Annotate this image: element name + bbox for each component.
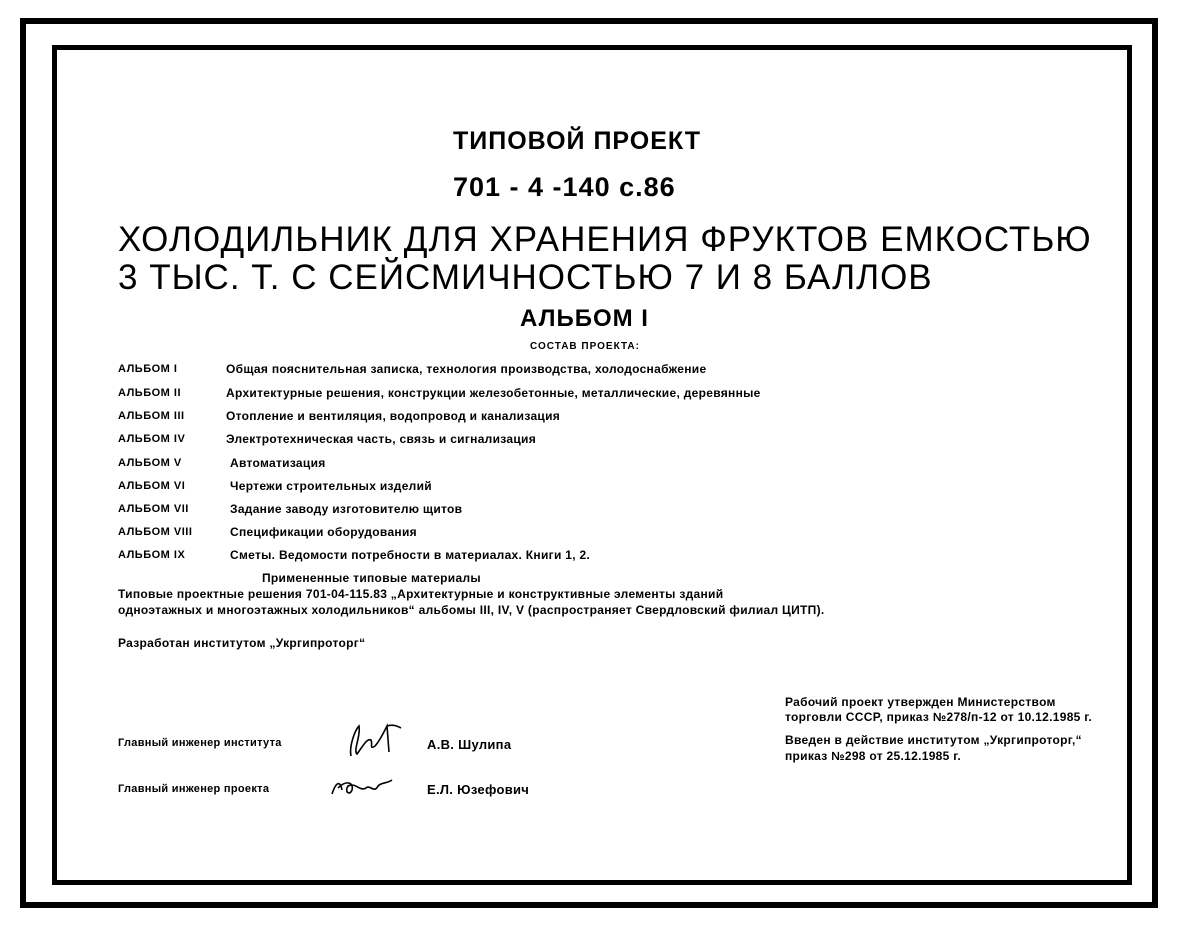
chief-project-name: Е.Л. Юзефович bbox=[427, 782, 530, 797]
album-label: АЛЬБОМ I bbox=[118, 363, 178, 375]
composition-heading: СОСТАВ ПРОЕКТА: bbox=[530, 341, 640, 352]
album-desc: Задание заводу изготовителю щитов bbox=[230, 502, 463, 516]
developer-line: Разработан институтом „Укргипроторг“ bbox=[118, 636, 366, 650]
album-desc: Сметы. Ведомости потребности в материалах. Книги 1, 2. bbox=[230, 548, 591, 562]
project-name-line2: 3 ТЫС. Т. С СЕЙСМИЧНОСТЬЮ 7 И 8 БАЛЛОВ bbox=[118, 258, 933, 297]
album-desc: Спецификации оборудования bbox=[230, 525, 417, 539]
materials-heading: Примененные типовые материалы bbox=[262, 571, 481, 585]
materials-line1: Типовые проектные решения 701-04-115.83 „Архитектурные и конструктивные элементы зданий bbox=[118, 587, 724, 601]
album-label: АЛЬБОМ VIII bbox=[118, 526, 193, 538]
project-code: 701 - 4 -140 с.86 bbox=[453, 172, 676, 202]
album-label: АЛЬБОМ VI bbox=[118, 480, 186, 492]
album-desc: Автоматизация bbox=[230, 456, 326, 470]
album-label: АЛЬБОМ III bbox=[118, 410, 185, 422]
album-label: АЛЬБОМ VII bbox=[118, 503, 189, 515]
chief-project-label: Главный инженер проекта bbox=[118, 783, 270, 795]
doc-type-title: ТИПОВОЙ ПРОЕКТ bbox=[453, 127, 702, 155]
signature-icon bbox=[343, 716, 403, 764]
album-label: АЛЬБОМ V bbox=[118, 457, 182, 469]
inner-frame bbox=[52, 45, 1132, 885]
album-label: АЛЬБОМ IX bbox=[118, 549, 186, 561]
chief-institute-name: А.В. Шулипа bbox=[427, 737, 512, 752]
chief-institute-label: Главный инженер института bbox=[118, 737, 282, 749]
album-title: АЛЬБОМ I bbox=[520, 305, 649, 332]
album-desc: Чертежи строительных изделий bbox=[230, 479, 432, 493]
approval-line1: Рабочий проект утвержден Министерством bbox=[785, 695, 1056, 709]
signature-icon bbox=[326, 772, 396, 802]
project-name-line1: ХОЛОДИЛЬНИК ДЛЯ ХРАНЕНИЯ ФРУКТОВ ЕМКОСТЬЮ bbox=[118, 220, 1092, 259]
approval-line2: торговли СССР, приказ №278/п-12 от 10.12.1985 г. bbox=[785, 710, 1093, 724]
approval-line3: Введен в действие институтом „Укргипроторг,“ bbox=[785, 733, 1082, 747]
album-label: АЛЬБОМ II bbox=[118, 387, 181, 399]
album-desc: Отопление и вентиляция, водопровод и канализация bbox=[226, 409, 561, 423]
approval-line4: приказ №298 от 25.12.1985 г. bbox=[785, 749, 961, 763]
album-desc: Электротехническая часть, связь и сигнализация bbox=[226, 432, 537, 446]
album-desc: Общая пояснительная записка, технология производства, холодоснабжение bbox=[226, 362, 707, 376]
album-desc: Архитектурные решения, конструкции железобетонные, металлические, деревянные bbox=[226, 386, 761, 400]
materials-line2: одноэтажных и многоэтажных холодильников“ альбомы III, IV, V (распространяет Свердловский филиал ЦИТП). bbox=[118, 603, 825, 617]
album-label: АЛЬБОМ IV bbox=[118, 433, 186, 445]
